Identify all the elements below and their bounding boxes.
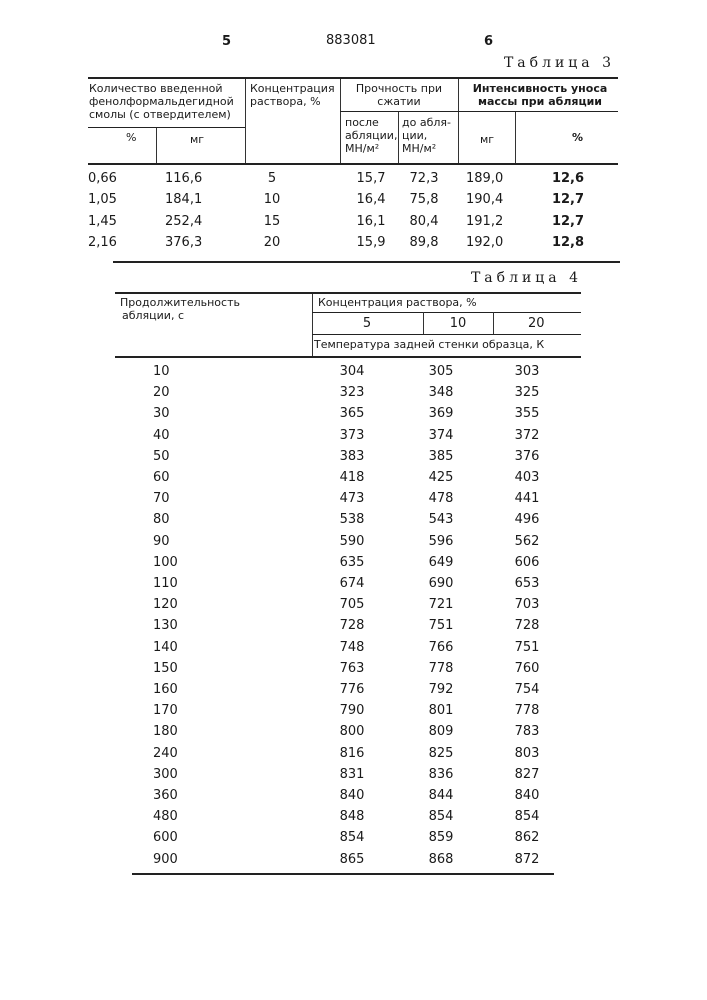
divider [245,79,246,163]
table-cell: 20 [264,235,281,250]
table-cell: 1,05 [88,192,117,207]
temperature-cell: 705 [340,597,365,612]
duration-cell: 30 [153,406,170,421]
temperature-cell: 721 [429,597,454,612]
temperature-cell: 376 [515,449,540,464]
temperature-cell: 635 [340,555,365,570]
temperature-cell: 803 [515,746,540,761]
divider [312,294,313,357]
table-cell: 75,8 [410,192,439,207]
duration-cell: 50 [153,449,170,464]
temperature-cell: 653 [515,576,540,591]
divider [340,111,618,112]
divider [493,312,494,334]
table-cell: 1,45 [88,214,117,229]
table-cell: 116,6 [165,171,202,186]
header-resin-mg: мг [190,133,204,146]
header-line: Концентрация [250,82,335,95]
table-cell: 72,3 [410,171,439,186]
temperature-cell: 348 [429,385,454,400]
divider [398,111,399,163]
temperature-cell: 303 [515,364,540,379]
divider [88,163,618,165]
header-line: МН/м² [345,142,397,155]
temperature-cell: 854 [515,809,540,824]
header-line: Количество введенной [89,82,234,95]
divider [340,79,341,163]
header-duration [120,296,240,322]
duration-cell: 90 [153,534,170,549]
table-cell: 5 [268,171,276,186]
table-cell: 16,4 [357,192,386,207]
temperature-cell: 854 [429,809,454,824]
table-cell: 252,4 [165,214,202,229]
divider [423,312,424,334]
temperature-cell: 748 [340,640,365,655]
temperature-cell: 754 [515,682,540,697]
table-cell: 376,3 [165,235,202,250]
temperature-cell: 325 [515,385,540,400]
divider [88,77,618,79]
divider [115,356,581,358]
duration-cell: 60 [153,470,170,485]
table-cell: 12,7 [552,192,584,207]
duration-cell: 480 [153,809,178,824]
table-3-title: Таблица 3 [504,55,615,71]
header-line: абляции, с [122,309,240,322]
header-line: после [345,116,397,129]
table-cell: 15 [264,214,281,229]
temperature-cell: 872 [515,852,540,867]
table-cell: 15,7 [357,171,386,186]
duration-cell: 300 [153,767,178,782]
header-strength [356,82,442,108]
header-line: ции, [402,129,451,142]
duration-cell: 10 [153,364,170,379]
header-strength-before [402,116,451,155]
temperature-cell: 703 [515,597,540,612]
table-cell: 12,6 [552,171,584,186]
temperature-cell: 816 [340,746,365,761]
temperature-cell: 478 [429,491,454,506]
divider [515,111,516,163]
header-line: сжатии [356,95,442,108]
header-concentration [250,82,335,108]
table-cell: 189,0 [466,171,503,186]
temperature-cell: 865 [340,852,365,867]
header-strength-after [345,116,397,155]
temperature-cell: 862 [515,830,540,845]
duration-cell: 240 [153,746,178,761]
temperature-cell: 323 [340,385,365,400]
table-cell: 80,4 [410,214,439,229]
temperature-cell: 543 [429,512,454,527]
temperature-cell: 783 [515,724,540,739]
divider [113,261,620,263]
temperature-cell: 606 [515,555,540,570]
temperature-cell: 778 [515,703,540,718]
duration-cell: 140 [153,640,178,655]
header-line: Прочность при [356,82,442,95]
temperature-cell: 848 [340,809,365,824]
temperature-cell: 425 [429,470,454,485]
header-line: МН/м² [402,142,451,155]
divider [115,292,581,294]
table-cell: 15,9 [357,235,386,250]
header-line: смолы (с отвердителем) [89,108,234,121]
header-line: до абля- [402,116,451,129]
table-cell: 12,7 [552,214,584,229]
temperature-cell: 373 [340,428,365,443]
temperature-cell: 728 [340,618,365,633]
temperature-cell: 751 [515,640,540,655]
temperature-cell: 801 [429,703,454,718]
temperature-cell: 792 [429,682,454,697]
duration-cell: 160 [153,682,178,697]
header-line: раствора, % [250,95,335,108]
temperature-cell: 778 [429,661,454,676]
temperature-cell: 418 [340,470,365,485]
temperature-cell: 836 [429,767,454,782]
temperature-cell: 854 [340,830,365,845]
header-mass-loss-percent: % [572,131,583,144]
patent-number: 883081 [326,33,376,48]
temperature-cell: 728 [515,618,540,633]
temperature-cell: 365 [340,406,365,421]
header-line: фенолформальдегидной [89,95,234,108]
duration-cell: 600 [153,830,178,845]
temperature-cell: 403 [515,470,540,485]
temperature-cell: 538 [340,512,365,527]
duration-cell: 360 [153,788,178,803]
table-4-title: Таблица 4 [471,270,582,286]
temperature-cell: 840 [340,788,365,803]
divider [132,873,554,875]
temperature-cell: 304 [340,364,365,379]
duration-cell: 130 [153,618,178,633]
duration-cell: 20 [153,385,170,400]
temperature-cell: 369 [429,406,454,421]
duration-cell: 170 [153,703,178,718]
table-cell: 192,0 [466,235,503,250]
header-concentration: Концентрация раствора, % [318,296,477,309]
temperature-cell: 305 [429,364,454,379]
temperature-cell: 372 [515,428,540,443]
divider [156,127,157,163]
header-line: Интенсивность уноса [473,82,608,95]
conc-10: 10 [450,316,467,331]
duration-cell: 70 [153,491,170,506]
temperature-cell: 496 [515,512,540,527]
temperature-cell: 825 [429,746,454,761]
table-cell: 16,1 [357,214,386,229]
temperature-cell: 766 [429,640,454,655]
header-line: Продолжительность [120,296,240,309]
table-cell: 89,8 [410,235,439,250]
divider [88,127,245,128]
table-cell: 2,16 [88,235,117,250]
table-cell: 0,66 [88,171,117,186]
header-line: абляции, [345,129,397,142]
divider [312,312,581,313]
temperature-cell: 840 [515,788,540,803]
conc-20: 20 [528,316,545,331]
table-cell: 190,4 [466,192,503,207]
divider [312,334,581,335]
temperature-cell: 690 [429,576,454,591]
duration-cell: 40 [153,428,170,443]
temperature-cell: 385 [429,449,454,464]
header-mass-loss-mg: мг [480,133,494,146]
header-temperature: Температура задней стенки образца, К [314,338,544,351]
temperature-cell: 596 [429,534,454,549]
temperature-cell: 859 [429,830,454,845]
duration-cell: 900 [153,852,178,867]
temperature-cell: 562 [515,534,540,549]
temperature-cell: 776 [340,682,365,697]
duration-cell: 120 [153,597,178,612]
divider [458,79,459,163]
temperature-cell: 674 [340,576,365,591]
temperature-cell: 760 [515,661,540,676]
temperature-cell: 590 [340,534,365,549]
temperature-cell: 441 [515,491,540,506]
temperature-cell: 868 [429,852,454,867]
conc-5: 5 [363,316,371,331]
duration-cell: 180 [153,724,178,739]
temperature-cell: 800 [340,724,365,739]
header-resin [89,82,234,121]
temperature-cell: 763 [340,661,365,676]
page-number-left: 5 [222,34,231,49]
duration-cell: 100 [153,555,178,570]
header-resin-percent: % [126,131,136,144]
temperature-cell: 355 [515,406,540,421]
table-cell: 191,2 [466,214,503,229]
header-line: массы при абляции [473,95,608,108]
temperature-cell: 649 [429,555,454,570]
temperature-cell: 374 [429,428,454,443]
duration-cell: 80 [153,512,170,527]
temperature-cell: 831 [340,767,365,782]
table-cell: 10 [264,192,281,207]
table-cell: 12,8 [552,235,584,250]
duration-cell: 110 [153,576,178,591]
temperature-cell: 790 [340,703,365,718]
temperature-cell: 809 [429,724,454,739]
temperature-cell: 844 [429,788,454,803]
temperature-cell: 827 [515,767,540,782]
temperature-cell: 383 [340,449,365,464]
header-mass-loss [473,82,608,108]
table-cell: 184,1 [165,192,202,207]
page-number-right: 6 [484,34,493,49]
temperature-cell: 473 [340,491,365,506]
temperature-cell: 751 [429,618,454,633]
duration-cell: 150 [153,661,178,676]
